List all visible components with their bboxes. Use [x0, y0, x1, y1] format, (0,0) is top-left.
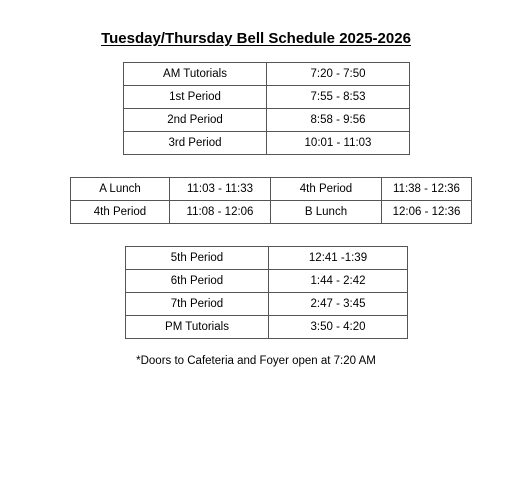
time-cell: 8:58 - 9:56	[267, 109, 410, 132]
period-cell: 2nd Period	[124, 109, 267, 132]
table-row	[124, 132, 410, 155]
time-cell: 7:20 - 7:50	[267, 63, 410, 86]
time-cell: 11:08 - 12:06	[170, 201, 271, 224]
table-row	[126, 247, 408, 270]
period-cell: 4th Period	[271, 178, 382, 201]
table-row	[126, 316, 408, 339]
period-cell: A Lunch	[71, 178, 170, 201]
table-row	[124, 86, 410, 109]
table-row	[124, 109, 410, 132]
time-cell: 12:06 - 12:36	[382, 201, 472, 224]
period-cell: 1st Period	[124, 86, 267, 109]
time-cell: 3:50 - 4:20	[269, 316, 408, 339]
table-row	[126, 270, 408, 293]
time-cell: 2:47 - 3:45	[269, 293, 408, 316]
afternoon-schedule-table	[125, 246, 408, 339]
period-cell: 4th Period	[71, 201, 170, 224]
period-cell: 6th Period	[126, 270, 269, 293]
period-cell: AM Tutorials	[124, 63, 267, 86]
page-title: Tuesday/Thursday Bell Schedule 2025-2026	[101, 30, 411, 47]
period-cell: 5th Period	[126, 247, 269, 270]
table-row	[71, 201, 472, 224]
table-row	[126, 293, 408, 316]
time-cell: 1:44 - 2:42	[269, 270, 408, 293]
morning-schedule-table	[123, 62, 410, 155]
time-cell: 11:03 - 11:33	[170, 178, 271, 201]
table-row	[71, 178, 472, 201]
period-cell: B Lunch	[271, 201, 382, 224]
time-cell: 12:41 -1:39	[269, 247, 408, 270]
lunch-schedule-table	[70, 177, 472, 224]
footnote: *Doors to Cafeteria and Foyer open at 7:20 AM	[136, 355, 376, 367]
period-cell: PM Tutorials	[126, 316, 269, 339]
time-cell: 7:55 - 8:53	[267, 86, 410, 109]
period-cell: 3rd Period	[124, 132, 267, 155]
period-cell: 7th Period	[126, 293, 269, 316]
table-row	[124, 63, 410, 86]
time-cell: 10:01 - 11:03	[267, 132, 410, 155]
time-cell: 11:38 - 12:36	[382, 178, 472, 201]
